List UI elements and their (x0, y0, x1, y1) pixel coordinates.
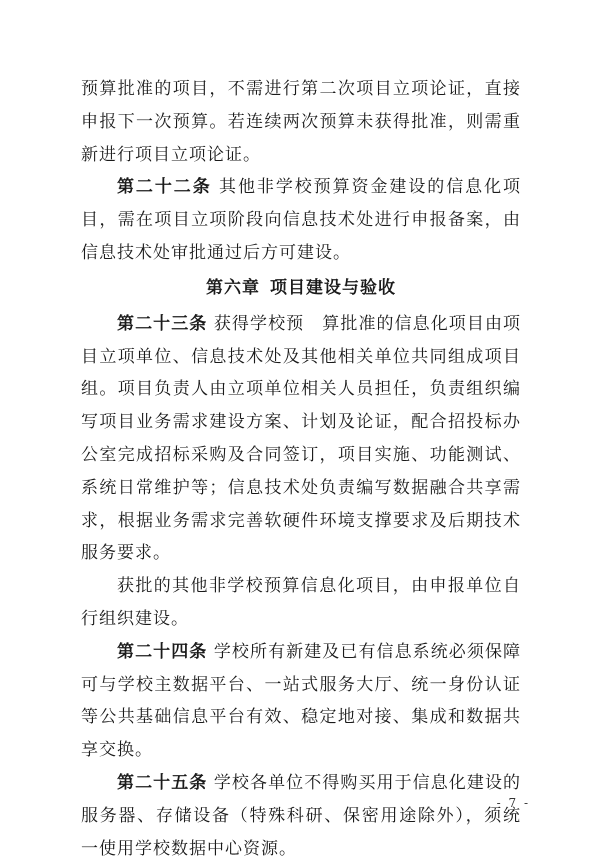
chapter-heading (81, 272, 521, 304)
article-25-text: 学校各单位不得购买用于信息化建设的服务器、存储设备（特殊科研、保密用途除外），须统一使用学校数据中心资源。 (81, 772, 522, 859)
page-content (81, 73, 521, 865)
article-24-text: 学校所有新建及已有信息系统必须保障可与学校主数据平台、一站式服务大厅、统一身份认证等公共基础信息平台有效、稳定地对接、集成和数据共享交换。 (81, 641, 522, 761)
article-24 (81, 636, 521, 767)
article-25-label: 第二十五条 (117, 772, 208, 793)
article-25 (81, 767, 521, 865)
chapter-number: 第六章 (206, 277, 260, 298)
paragraph-continuation: 预算批准的项目，不需进行第二次项目立项论证，直接申报下一次预算。若连续两次预算未获得批准，则需重新进行项目立项论证。 (81, 79, 521, 165)
article-24-label: 第二十四条 (117, 641, 208, 662)
article-22 (81, 171, 521, 269)
article-22-label: 第二十二条 (117, 177, 212, 198)
paragraph-other-projects: 获批的其他非学校预算信息化项目，由申报单位自行组织建设。 (81, 576, 521, 629)
article-23 (81, 308, 521, 570)
article-22-text: 其他非学校预算资金建设的信息化项目，需在项目立项阶段向信息技术处进行申报备案，由信息技术处审批通过后方可建设。 (81, 177, 522, 263)
chapter-title: 项目建设与验收 (270, 277, 396, 298)
page-number: - 7 - (496, 796, 530, 810)
article-23-label: 第二十三条 (117, 313, 208, 334)
article-23-text: 获得学校预 算批准的信息化项目由项目立项单位、信息技术处及其他相关单位共同组成项目组。项目负责人由立项单位相关人员担任，负责组织编写项目业务需求建设方案、计划及论证，配合招投标办公室完成招标采购及合同签订，项目实施、功能测试、系统日常维护等；信息技术处负责编写数据融合共享需求，根据业务需求完善软硬件环境支撑要求及后期技术服务要求。 (81, 313, 522, 564)
